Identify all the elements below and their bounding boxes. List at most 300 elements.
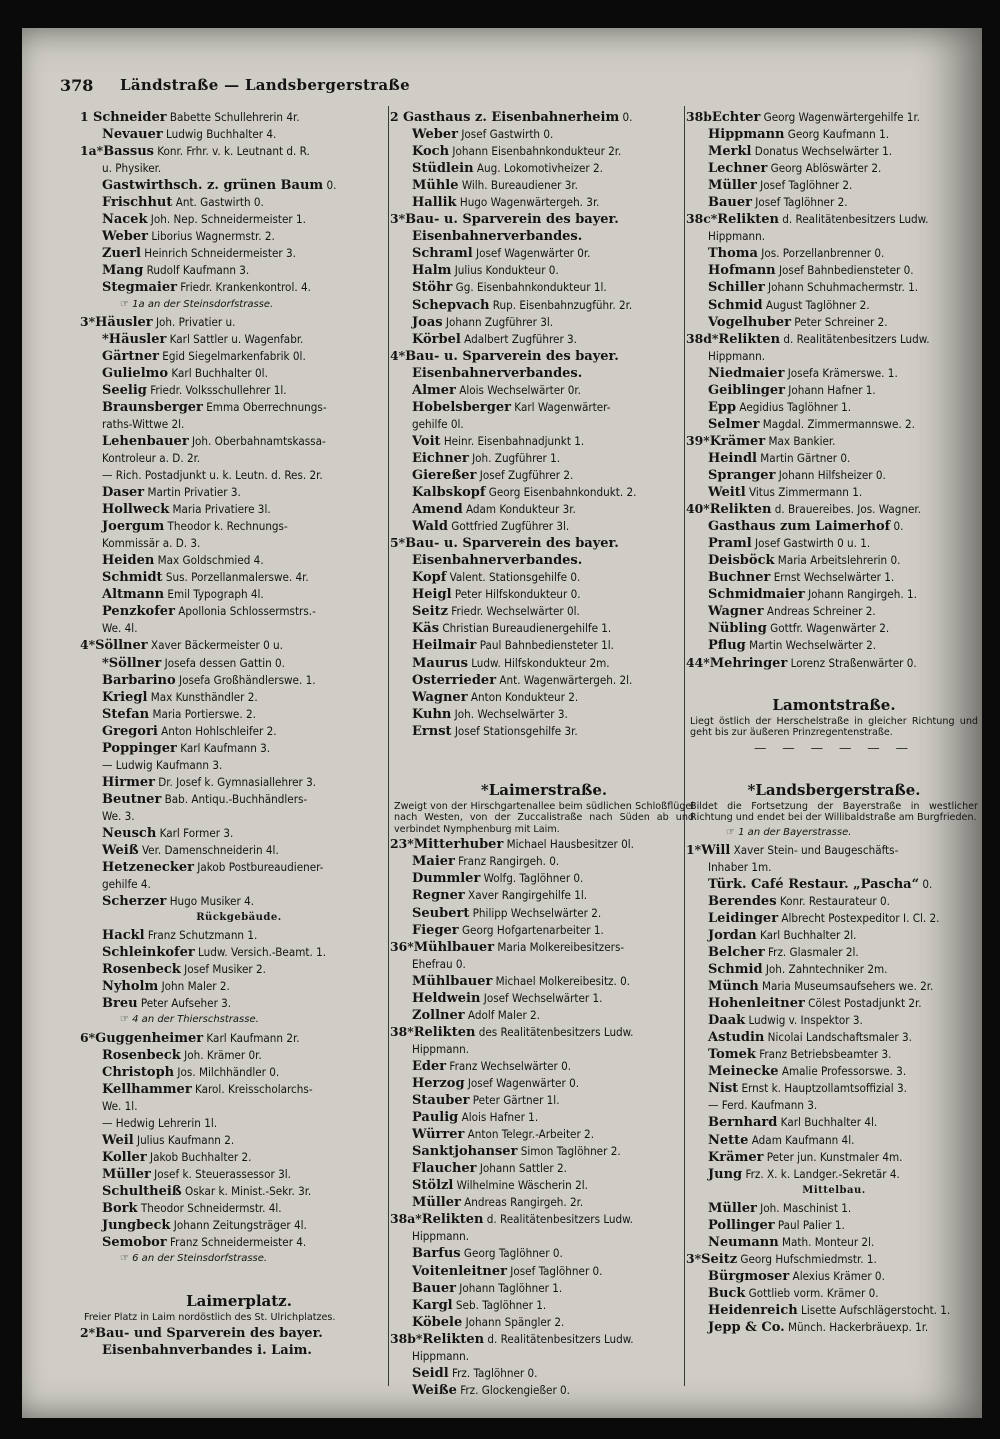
resident-details: Johann Zugführer 3l. — [442, 314, 554, 329]
directory-entry — [390, 296, 698, 313]
directory-entry — [80, 705, 398, 722]
resident-details: Oskar k. Minist.-Sekr. 3r. — [181, 1183, 312, 1198]
resident-name: Seelig — [102, 382, 147, 398]
resident-details: Frz. Glockengießer 0. — [456, 1382, 570, 1397]
resident-details: d. Realitätenbesitzers Ludw. — [778, 212, 929, 227]
resident-name: Müller — [708, 1200, 757, 1216]
resident-details: Johann Hafner 1. — [784, 382, 876, 397]
street-description: Zweigt von der Hirschgartenallee beim südlichen Schloßflügel nach Westen, von der Zuccalistraße nach Süden ab und verbindet Nymphenburg mit Laim. — [394, 800, 694, 835]
spacer — [686, 671, 982, 688]
resident-details: Martin Privatier 3. — [144, 485, 241, 500]
directory-entry — [390, 1057, 698, 1074]
resident-details: Konr. Frhr. v. k. Leutnant d. R. — [153, 144, 310, 159]
resident-name: Mühle — [412, 178, 459, 194]
directory-entry — [80, 210, 398, 227]
resident-details: — Rich. Postadjunkt u. k. Leutn. d. Res. 2r. — [102, 467, 323, 482]
resident-details: Georg Wagenwärtergehilfe 1r. — [760, 110, 920, 124]
resident-details: Frz. Taglöhner 0. — [448, 1365, 538, 1380]
resident-name: Schleinkofer — [102, 945, 195, 961]
directory-entry — [390, 1193, 698, 1210]
resident-details: Xaver Stein- und Baugeschäfts- — [730, 842, 899, 857]
directory-entry — [686, 875, 982, 892]
resident-details: Peter Aufseher 3. — [137, 996, 232, 1011]
directory-entry — [80, 1341, 398, 1358]
resident-name: Krämer — [709, 433, 766, 449]
directory-entry — [686, 125, 982, 142]
directory-entry — [390, 1227, 698, 1244]
resident-name: Kellhammer — [102, 1081, 192, 1097]
directory-entry — [686, 1301, 982, 1318]
resident-details: Cölest Postadjunkt 2r. — [804, 996, 922, 1011]
street-description: Freier Platz in Laim nordöstlich des St. Ulrichplatzes. — [84, 1312, 336, 1324]
resident-name: Joergum — [102, 519, 165, 535]
resident-details: Andreas Schreiner 2. — [763, 604, 876, 619]
resident-name: Flaucher — [412, 1161, 477, 1177]
directory-entry — [80, 602, 398, 619]
resident-details: Johann Zeitungsträger 4l. — [170, 1218, 307, 1233]
resident-details: Andreas Rangirgeh. 2r. — [460, 1195, 584, 1210]
resident-name: Frischhut — [102, 195, 173, 211]
resident-details: Adam Kaufmann 4l. — [748, 1132, 855, 1147]
directory-entry — [686, 227, 982, 244]
directory-entry — [80, 1233, 398, 1250]
resident-name: Gasthaus z. Eisenbahnerheim — [402, 110, 620, 125]
resident-name: Weil — [102, 1132, 134, 1148]
resident-details: Josef Wagenwärter 0r. — [472, 246, 591, 261]
directory-entry — [686, 193, 982, 210]
resident-name: Pflug — [708, 638, 746, 654]
resident-name: Fieger — [412, 922, 459, 938]
resident-name: Meinecke — [708, 1064, 779, 1080]
directory-entry — [80, 244, 398, 261]
house-number: 3* — [80, 313, 96, 329]
resident-details: Josef Musiker 2. — [180, 962, 266, 977]
resident-details: Donatus Wechselwärter 1. — [751, 144, 893, 159]
directory-entry — [80, 313, 398, 330]
directory-entry — [390, 159, 698, 176]
spacer — [80, 1267, 398, 1284]
building-subheading: Rückgebäude. — [196, 912, 282, 924]
directory-entry — [390, 602, 698, 619]
resident-details: Ernst k. Hauptzollamtsoffizial 3. — [738, 1081, 907, 1096]
resident-details: Aug. Lokomotivheizer 2. — [473, 161, 603, 176]
directory-entry — [390, 534, 698, 551]
directory-entry — [686, 261, 982, 278]
resident-name: Koller — [102, 1149, 147, 1165]
resident-details: Frz. X. k. Landger.-Sekretär 4. — [742, 1166, 900, 1181]
resident-details: Ludw. Hilfskondukteur 2m. — [467, 655, 610, 670]
directory-entry — [686, 568, 982, 585]
directory-entry — [686, 602, 982, 619]
resident-name: Pollinger — [708, 1217, 775, 1233]
directory-entry — [686, 278, 982, 295]
resident-name: Maier — [412, 854, 455, 870]
resident-details: Gottfried Zugführer 3l. — [447, 519, 570, 534]
resident-details: Seb. Taglöhner 1. — [452, 1297, 547, 1312]
directory-entry — [390, 466, 698, 483]
resident-details: Johann Schuhmachermstr. 1. — [764, 280, 919, 295]
resident-details: Maria Privatiere 3l. — [169, 502, 271, 517]
resident-name: Stefan — [102, 706, 150, 722]
directory-entry — [390, 244, 698, 261]
resident-name: Seidl — [412, 1365, 449, 1381]
resident-details: Paul Palier 1. — [774, 1217, 845, 1232]
directory-entry — [686, 432, 982, 449]
directory-entry — [390, 972, 698, 989]
resident-details: Johann Eisenbahnkondukteur 2r. — [449, 144, 622, 159]
resident-name: Hirmer — [102, 774, 155, 790]
resident-details: Michael Hausbesitzer 0l. — [503, 837, 634, 852]
resident-name: Neusch — [102, 825, 157, 841]
resident-details: Math. Monteur 2l. — [778, 1234, 875, 1249]
directory-entry — [686, 296, 982, 313]
resident-name: Niedmaier — [708, 365, 785, 381]
resident-details: Jakob Postbureaudiener- — [193, 860, 324, 875]
directory-entry — [80, 227, 398, 244]
resident-details: d. Realitätenbesitzers Ludw. — [483, 1212, 633, 1227]
directory-entry — [686, 1199, 982, 1216]
directory-entry — [686, 585, 982, 602]
resident-details: Theodor Schneidermstr. 4l. — [137, 1201, 282, 1215]
resident-details: Hippmann. — [708, 229, 766, 244]
resident-name: Heiden — [102, 553, 155, 569]
cross-reference-note: ☞ 1 an der Bayerstrasse. — [726, 826, 852, 838]
directory-entry — [80, 568, 398, 585]
resident-details: Karl Former 3. — [156, 825, 234, 840]
directory-entry — [80, 517, 398, 534]
directory-entry — [390, 347, 698, 364]
resident-details: Maria Molkereibesitzers- — [494, 939, 625, 954]
directory-entry — [80, 398, 398, 415]
resident-name: Bork — [102, 1201, 138, 1216]
resident-details: Adalbert Zugführer 3. — [460, 331, 577, 346]
directory-entry — [390, 852, 698, 869]
house-number: 44* — [686, 654, 710, 670]
directory-entry — [686, 654, 982, 671]
resident-details: Julius Kondukteur 0. — [451, 263, 559, 278]
resident-name: Voit — [412, 433, 441, 449]
resident-details: Joh. Maschinist 1. — [756, 1200, 852, 1215]
resident-details: Rup. Eisenbahnzugführ. 2r. — [489, 297, 633, 312]
resident-details: Ernst Wechselwärter 1. — [770, 570, 895, 585]
resident-details: Ant. Wagenwärtergeh. 2l. — [496, 672, 633, 687]
house-number: 4* — [390, 347, 406, 363]
resident-name: Kopf — [412, 570, 447, 586]
resident-name: Schmidmaier — [708, 587, 805, 603]
resident-details: Franz Wechselwärter 0. — [446, 1058, 572, 1073]
separator-dashes: — — — — — — — [753, 739, 915, 755]
resident-name: Praml — [708, 536, 752, 552]
resident-details: Nicolai Landschaftsmaler 3. — [764, 1030, 912, 1045]
resident-details: Karl Kaufmann 2r. — [203, 1030, 300, 1045]
resident-details: 0. — [619, 110, 633, 124]
directory-entry — [80, 585, 398, 602]
directory-entry — [390, 449, 698, 466]
directory-entry — [686, 1079, 982, 1096]
resident-details: Karol. Kreisscholarchs- — [191, 1081, 313, 1096]
house-number: 2* — [80, 1324, 96, 1340]
resident-name: Weiß — [102, 843, 139, 859]
resident-details: u. Physiker. — [102, 161, 162, 176]
resident-details: Hugo Wagenwärtergeh. 3r. — [456, 195, 600, 210]
resident-name: Paulig — [412, 1110, 459, 1126]
directory-entry — [390, 193, 698, 210]
directory-entry — [686, 636, 982, 653]
resident-details: Simon Taglöhner 2. — [517, 1144, 621, 1159]
directory-entry — [80, 1114, 398, 1131]
resident-details: Paul Bahnbediensteter 1l. — [476, 638, 614, 653]
resident-details: Christian Bureaudienergehilfe 1. — [439, 621, 612, 636]
resident-details: Sus. Porzellanmalerswe. 4r. — [162, 570, 309, 585]
house-number: 1a* — [80, 143, 104, 159]
resident-details: Valent. Stationsgehilfe 0. — [446, 570, 581, 585]
resident-details: — Hedwig Lehrerin 1l. — [102, 1115, 218, 1130]
page-number: 378 — [60, 76, 94, 95]
resident-name: Eder — [412, 1058, 447, 1074]
directory-entry — [390, 108, 698, 125]
resident-name: Nacek — [102, 212, 148, 228]
directory-entry — [80, 1063, 398, 1080]
cross-reference-note: ☞ 1a an der Steinsdorfstrasse. — [120, 298, 274, 310]
directory-entry — [80, 960, 398, 977]
resident-name: Seitz — [701, 1251, 738, 1267]
resident-details: Franz Schutzmann 1. — [144, 928, 258, 943]
house-number: 36* — [390, 938, 414, 954]
resident-details: Karl Sattler u. Wagenfabr. — [166, 331, 304, 346]
resident-details: Xaver Rangirgehilfe 1l. — [464, 888, 588, 903]
directory-entry — [686, 1165, 982, 1182]
resident-details: Josef Taglöhner 2. — [756, 178, 853, 193]
directory-entry — [686, 1096, 982, 1113]
resident-details: Magdal. Zimmermannswe. 2. — [759, 416, 915, 431]
directory-entry — [390, 904, 698, 921]
resident-details: Johann Rangirgeh. 1. — [804, 587, 917, 602]
directory-entry — [80, 415, 398, 432]
resident-details: Anton Hohlschleifer 2. — [157, 723, 277, 738]
resident-name: Bassus — [103, 144, 154, 160]
resident-details: Aegidius Taglöhner 1. — [736, 399, 852, 414]
directory-entry — [390, 1142, 698, 1159]
resident-name: Seubert — [412, 905, 470, 921]
resident-name: *Söllner — [102, 655, 162, 671]
resident-name: Echter — [711, 110, 761, 125]
directory-entry — [80, 654, 398, 671]
resident-details: Josef Bahnbediensteter 0. — [775, 263, 914, 278]
resident-name: Hackl — [102, 928, 145, 944]
resident-details: Rudolf Kaufmann 3. — [143, 263, 250, 278]
resident-details: Karl Buchhalter 2l. — [756, 927, 857, 942]
resident-name: Bauer — [708, 195, 752, 211]
house-number: 38b* — [390, 1330, 423, 1346]
resident-details: Hippmann. — [412, 1229, 470, 1244]
resident-details: Max Kunsthändler 2. — [147, 689, 258, 704]
resident-name: Vogelhuber — [708, 314, 791, 330]
resident-name: Sanktjohanser — [412, 1144, 518, 1160]
directory-entry — [80, 1324, 398, 1341]
resident-name: Bauer — [412, 1280, 456, 1296]
resident-details: Dr. Josef k. Gymnasiallehrer 3. — [154, 774, 317, 789]
resident-name: Relikten — [717, 212, 779, 228]
resident-name: Mitterhuber — [413, 837, 504, 853]
directory-entry — [390, 619, 698, 636]
directory-entry — [390, 551, 698, 568]
directory-entry — [80, 1029, 398, 1046]
resident-name: Almer — [412, 382, 456, 398]
directory-entry — [390, 921, 698, 938]
resident-details: Franz Rangirgeh. 0. — [454, 854, 560, 869]
resident-details: Josefa Großhändlerswe. 1. — [175, 672, 316, 687]
directory-entry — [80, 551, 398, 568]
resident-details: Frz. Glasmaler 2l. — [764, 945, 859, 960]
resident-details: Max Goldschmied 4. — [154, 553, 264, 568]
resident-name: Geiblinger — [708, 382, 785, 398]
directory-entry — [390, 585, 698, 602]
directory-entry — [686, 330, 982, 347]
street-description: Bildet die Fortsetzung der Bayerstraße in westlicher Richtung und endet bei der Willibaldstraße am Burgfrieden. — [690, 800, 978, 824]
resident-name: Schmid — [708, 962, 763, 978]
resident-details: Johann Sattler 2. — [476, 1161, 567, 1176]
resident-name: Jungbeck — [102, 1218, 171, 1234]
resident-name: Relikten — [718, 331, 781, 347]
resident-name: Türk. Café Restaur. „Pascha“ — [708, 876, 920, 892]
resident-name: Spranger — [708, 467, 776, 483]
resident-name: Münch — [708, 979, 759, 995]
directory-entry — [686, 1028, 982, 1045]
street-description: Liegt östlich der Herschelstraße in gleicher Richtung und geht bis zur äußeren Prinzregentenstraße. — [690, 715, 978, 739]
directory-entry — [686, 1216, 982, 1233]
resident-details: We. 4l. — [102, 621, 138, 636]
resident-details: Georg Ablöswärter 2. — [767, 161, 882, 176]
resident-details: Peter jun. Kunstmaler 4m. — [763, 1149, 903, 1164]
resident-name: Müller — [708, 178, 757, 194]
resident-details: Gottlieb vorm. Krämer 0. — [745, 1285, 879, 1300]
resident-details: August Taglöhner 2. — [762, 297, 870, 312]
resident-name: Hohenleitner — [708, 996, 805, 1012]
resident-name: Breu — [102, 996, 138, 1012]
directory-entry — [390, 1108, 698, 1125]
resident-name: Scherzer — [102, 894, 167, 910]
directory-entry — [80, 193, 398, 210]
resident-details: gehilfe 4. — [102, 877, 151, 892]
resident-name: Schmidt — [102, 570, 163, 586]
resident-name: Gasthaus zum Laimerhof — [708, 519, 891, 535]
resident-name: Bau- u. Sparverein des bayer. — [405, 348, 619, 364]
directory-entry — [390, 1364, 698, 1381]
resident-name: Lehenbauer — [102, 433, 189, 449]
directory-entry — [390, 1262, 698, 1279]
directory-entry — [80, 483, 398, 500]
directory-entry — [686, 364, 982, 381]
resident-details: Adolf Maler 2. — [464, 1007, 540, 1022]
resident-name: Bau- und Sparverein des bayer. — [95, 1325, 323, 1341]
directory-entry — [686, 347, 982, 364]
resident-name: Bürgmoser — [708, 1268, 790, 1284]
resident-details: Martin Gärtner 0. — [756, 450, 851, 465]
resident-name: Will — [701, 842, 731, 858]
resident-name: Kuhn — [412, 706, 452, 722]
resident-name: Selmer — [708, 416, 760, 432]
directory-entry — [686, 960, 982, 977]
resident-details: des Realitätenbesitzers Ludw. — [475, 1024, 634, 1039]
column-middle — [390, 108, 698, 1398]
cross-reference-note: ☞ 4 an der Thierschstrasse. — [120, 1014, 259, 1026]
directory-entry — [80, 534, 398, 551]
directory-entry — [390, 176, 698, 193]
running-head: Ländstraße — Landsbergerstraße — [120, 76, 410, 94]
directory-entry — [80, 807, 398, 824]
house-number: 1* — [686, 841, 702, 857]
directory-entry — [80, 841, 398, 858]
resident-name: Beutner — [102, 791, 162, 807]
resident-name: Guggenheimer — [95, 1030, 204, 1046]
directory-entry — [686, 313, 982, 330]
house-number: 1 — [80, 109, 93, 124]
resident-details: Georg Taglöhner 0. — [460, 1246, 563, 1261]
cross-reference-note: ☞ 6 an der Steinsdorfstrasse. — [120, 1253, 268, 1265]
directory-entry — [686, 176, 982, 193]
resident-name: Eisenbahnverbandes i. Laim. — [102, 1342, 312, 1358]
building-subheading: Mittelbau. — [802, 1184, 866, 1196]
directory-entry — [686, 1045, 982, 1062]
resident-details: Ludwig Buchhalter 4. — [162, 127, 277, 142]
resident-name: Gastwirthsch. z. grünen Baum — [102, 178, 324, 194]
resident-details: Heinrich Schneidermeister 3. — [141, 246, 296, 261]
resident-details: Maria Arbeitslehrerin 0. — [774, 553, 901, 568]
resident-details: d. Realitätenbesitzers Ludw. — [780, 331, 930, 346]
resident-details: Karl Buchhalter 4l. — [777, 1115, 878, 1130]
resident-name: Wagner — [412, 689, 468, 705]
directory-entry — [686, 619, 982, 636]
directory-entry — [686, 381, 982, 398]
resident-details: 0. — [890, 519, 904, 534]
resident-name: Halm — [412, 263, 452, 279]
directory-entry — [390, 989, 698, 1006]
resident-details: Hippmann. — [412, 1348, 470, 1363]
resident-name: Heindl — [708, 450, 757, 466]
resident-details: Joh. Privatier u. — [152, 314, 236, 329]
resident-name: Müller — [102, 1166, 151, 1182]
resident-details: Johann Hilfsheizer 0. — [775, 467, 886, 482]
resident-name: Poppinger — [102, 740, 177, 756]
resident-details: Joh. Zahntechniker 2m. — [762, 962, 888, 977]
directory-entry — [80, 449, 398, 466]
resident-details: Peter Schreiner 2. — [790, 314, 888, 329]
resident-name: Heilmair — [412, 638, 477, 654]
directory-entry — [80, 125, 398, 142]
resident-name: Eichner — [412, 450, 469, 466]
resident-name: Kriegl — [102, 689, 148, 705]
resident-details: Joh. Zugführer 1. — [468, 450, 561, 465]
directory-entry — [80, 142, 398, 159]
directory-entry — [390, 415, 698, 432]
house-number: 38* — [390, 1023, 414, 1039]
directory-entry — [390, 654, 698, 671]
directory-entry — [80, 278, 398, 295]
directory-entry — [390, 1125, 698, 1142]
resident-details: Xaver Bäckermeister 0 u. — [147, 638, 283, 653]
resident-details: — Ludwig Kaufmann 3. — [102, 757, 223, 772]
resident-name: *Häusler — [102, 331, 167, 347]
resident-name: Stauber — [412, 1093, 470, 1109]
directory-entry — [390, 142, 698, 159]
directory-entry — [686, 500, 982, 517]
resident-details: Johann Spängler 2. — [462, 1314, 565, 1329]
directory-entry — [686, 909, 982, 926]
directory-entry — [390, 1176, 698, 1193]
house-number: 3* — [390, 211, 406, 227]
directory-entry — [80, 892, 398, 909]
directory-entry — [80, 1080, 398, 1097]
